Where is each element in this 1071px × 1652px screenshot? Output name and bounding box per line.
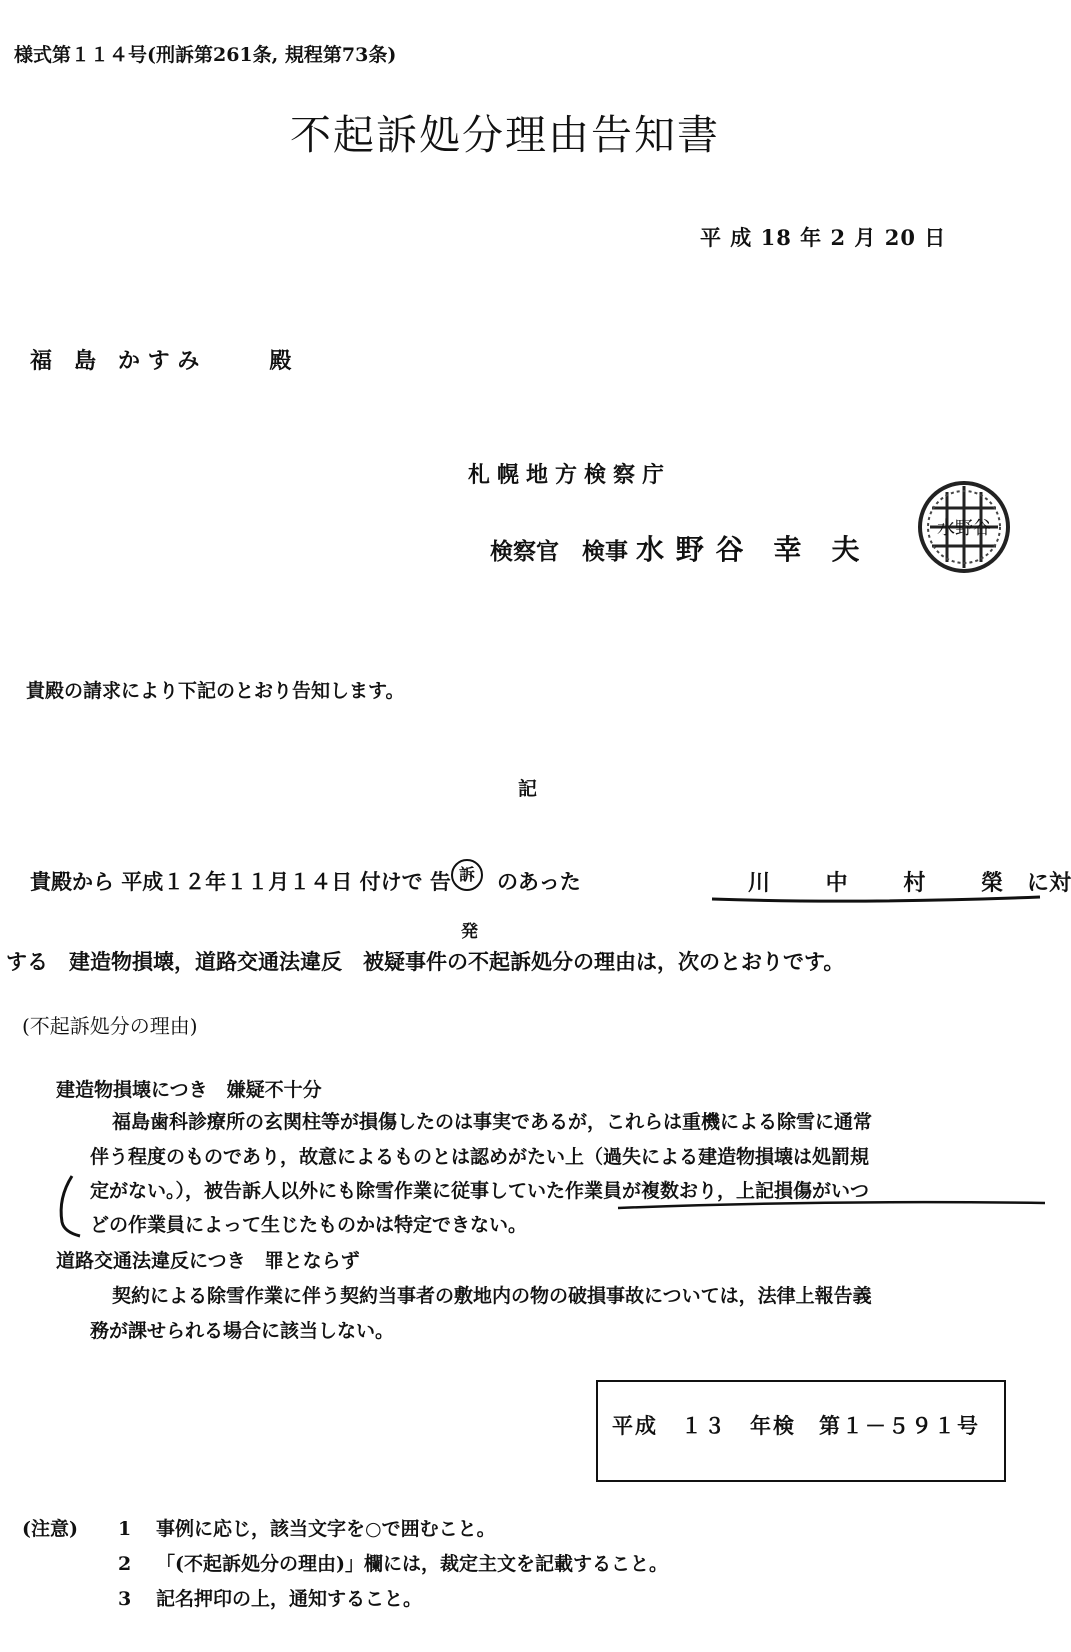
note-item	[118, 1549, 668, 1576]
margin-bracket	[61, 1176, 80, 1236]
reason-heading: (不起訴処分の理由)	[22, 1014, 198, 1038]
document-title: 不起訴処分理由告知書	[290, 111, 720, 159]
ki-heading: 記	[518, 778, 538, 800]
reason-underline	[618, 1202, 1045, 1208]
sender-office: 札幌地方検察庁	[468, 462, 672, 488]
prosecutor-name: 水 野 谷 幸 夫	[636, 533, 861, 566]
reason-item-1-line: 福島歯科診療所の玄関柱等が損傷したのは事実であるが，これらは重機による除雪に通常	[112, 1111, 873, 1133]
reason-item-1-line: どの作業員によって生じたものかは特定できない。	[90, 1214, 528, 1236]
note-item	[118, 1514, 496, 1541]
note-text: 「(不起訴処分の理由)」欄には，裁定主文を記載すること。	[156, 1553, 668, 1575]
para1-suffix: のあった	[496, 869, 581, 894]
uncircled-kind: 発	[460, 922, 478, 942]
prosecutor-title: 検察官 検事	[490, 538, 628, 565]
circled-kind: 訴	[451, 859, 483, 891]
notice-paragraph-line-2: する 建造物損壊，道路交通法違反 被疑事件の不起訴処分の理由は，次のとおりです。	[6, 949, 845, 974]
para1-prefix: 貴殿から 平成１２年１１月１４日 付けで 告	[30, 869, 451, 894]
form-number: 様式第１１４号(刑訴第261条, 規程第73条)	[14, 44, 397, 66]
accused-underline	[712, 897, 1040, 901]
addressee-name: 福 島 か す み	[30, 348, 200, 374]
intro-sentence: 貴殿の請求により下記のとおり告知します。	[26, 680, 405, 702]
prosecutor-line	[490, 528, 861, 568]
svg-text:水野谷: 水野谷	[937, 518, 991, 539]
note-text: 記名押印の上，通知すること。	[156, 1588, 423, 1610]
note-number: 1	[118, 1518, 132, 1540]
reason-item-1-heading: 建造物損壊につき 嫌疑不十分	[56, 1079, 322, 1101]
case-number: 平成 １３ 年検 第１－５９１号	[612, 1413, 980, 1438]
accused-name: 川 中 村 榮	[748, 870, 1027, 896]
reason-item-2-line: 契約による除雪作業に伴う契約当事者の敷地内の物の破損事故については，法律上報告義	[112, 1285, 872, 1307]
notes-label: (注意)	[22, 1518, 78, 1540]
addressee-honorific: 殿	[269, 348, 292, 374]
official-seal	[912, 478, 1016, 576]
note-number: 3	[118, 1588, 132, 1610]
document-date: 平 成 18 年 2 月 20 日	[700, 225, 947, 250]
note-number: 2	[118, 1553, 132, 1575]
addressee	[30, 344, 291, 375]
reason-item-1-line: 伴う程度のものであり，故意によるものとは認めがたい上（過失による建造物損壊は処罰規	[90, 1146, 870, 1168]
note-item	[118, 1584, 422, 1611]
accused-suffix: に対	[1026, 870, 1071, 896]
reason-item-2-heading: 道路交通法違反につき 罪とならず	[56, 1250, 360, 1272]
reason-item-1-line: 定がない。），被告訴人以外にも除雪作業に従事していた作業員が複数おり，上記損傷がいつ	[90, 1180, 870, 1202]
reason-item-2-line: 務が課せられる場合に該当しない。	[90, 1320, 395, 1342]
notice-paragraph-line-1	[30, 865, 581, 942]
accused-name-line	[748, 866, 1071, 897]
note-text: 事例に応じ，該当文字を○で囲むこと。	[156, 1518, 496, 1540]
